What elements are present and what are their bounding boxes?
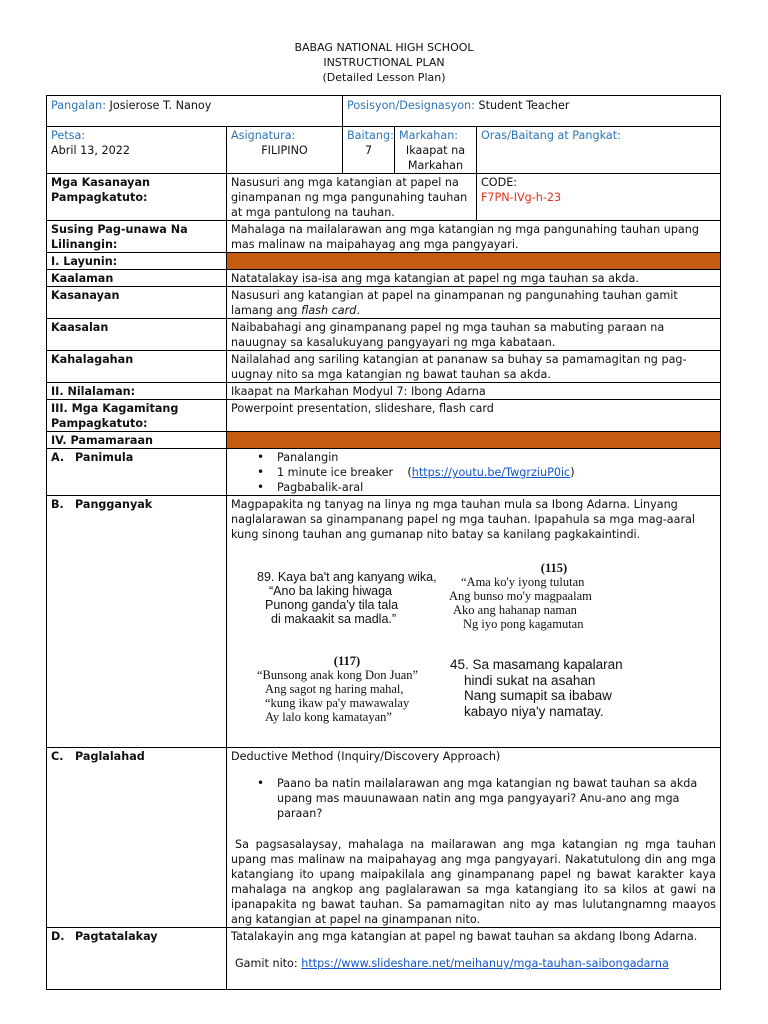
paglalahad-row [47,748,721,928]
pangganyak-letter: B. [51,498,64,511]
kaasalan-row [47,319,721,351]
list-item: • Paano ba natin mailalarawan ang mga katangian ng bawat tauhan sa akda upang mas mauunawaan natin ang mga pangyayari? Anu-ano ang mga paraan? [257,776,716,821]
verse-line: Ang bunso mo'y magpaalam [449,589,592,603]
subject-value: FILIPINO [261,144,308,157]
verse-line: Ay lalo kong kamatayan” [265,710,392,724]
objectives-bar [227,253,721,270]
kaalaman-row [47,270,721,287]
pangganyak-row [47,496,721,748]
position-value: Student Teacher [478,99,570,112]
verse-line: Nang sumapit sa ibabaw [464,688,612,703]
kasanayan-cell [227,287,721,319]
date-label: Petsa: [51,129,86,142]
competency-text: Nasusuri ang mga katangian at papel na ginampanan ng mga pangunahing tauhan at mga pantulong na tauhan. [227,174,477,221]
verse-line: “Ama ko'y iyong tulutan [461,575,585,589]
verse-line: “Ano ba laking hiwaga [269,584,392,598]
verse-line: 45. Sa masamang kapalaran [450,657,623,672]
list-item: • Pagbabalik-aral [257,480,716,495]
paglalahad-method: Deductive Method (Inquiry/Discovery Approach) [231,750,501,763]
name-value: Josierose T. Nanoy [109,99,212,112]
content-label: II. Nilalaman: [47,383,227,400]
panimula-letter: A. [51,451,65,464]
panimula-label: Panimula [75,451,134,464]
icebreaker-link[interactable]: https://youtu.be/TwgrziuP0ic [411,466,571,479]
kaasalan-label: Kaasalan [47,319,227,351]
objectives-header-row [47,253,721,270]
kahalagahan-text: Nailalahad ang sariling katangian at pananaw sa buhay sa pamamagitan ng pag-uugnay nito sa mga katangian ng bawat tauhan sa akda. [227,351,721,383]
kahalagahan-label: Kahalagahan [47,351,227,383]
pangganyak-label: Pangganyak [75,498,153,511]
competency-label: Mga Kasanayan Pampagkatuto: [47,174,227,221]
icebreaker-text: 1 minute ice breaker [277,466,394,479]
quarter-label: Markahan: [399,129,459,142]
verse-line: Ang sagot ng haring mahal, [265,682,404,696]
verse-89 [257,570,437,626]
paglalahad-list [231,776,716,821]
paglalahad-letter: C. [51,750,64,763]
subject-label: Asignatura: [231,129,296,142]
kasanayan-italic: flash card [301,304,357,317]
slideshare-link[interactable]: https://www.slideshare.net/meihanuy/mga-tauhan-saibongadarna [301,957,669,970]
kasanayan-text: Nasusuri ang katangian at papel na ginampanan ng pangunahing tauhan gamit lamang ang [231,289,678,317]
verse-line: Ako ang hahanap naman [453,603,577,617]
pagtatalakay-heading [47,928,227,990]
procedure-header-row [47,432,721,449]
verse-line: kabayo niya'y namatay. [464,703,604,719]
document-header [0,40,768,85]
verse-45 [450,657,623,719]
name-label: Pangalan: [51,99,106,112]
paglalahad-paragraph: Sa pagsasalaysay, mahalaga na mailarawan ang mga katangian ng mga tauhan upang mas malinaw na maipahayag ang mga pangyayari. Nakatutulong din ang mga katangiang ito upang maipakilala ang ginampanang papel ng bawat karakter kaya mahalaga na angkop ang paglalarawan sa mga katangiang ito sa kilos at gawi na ipanapakita ng bawat tauhan. Sa pamamagitan nito ay mas lulutangnamng maayos ang katangian at papel na ginampanan nito. [231,838,716,926]
kaasalan-text: Naibabahagi ang ginampanang papel ng mga tauhan sa mabuting paraan na nauugnay sa kasalukuyang pangyayari ng mga kabataan. [227,319,721,351]
materials-row [47,400,721,432]
verse-line: “Bunsong anak kong Don Juan” [257,668,419,682]
kasanayan-label: Kasanayan [47,287,227,319]
kasanayan-end: . [356,304,360,317]
pagtatalakay-cell [227,928,721,990]
code-value: F7PN-IVg-h-23 [481,191,562,204]
materials-text: Powerpoint presentation, slideshare, flash card [227,400,721,432]
verse-line: di makaakit sa madla.” [271,612,397,626]
verse-line: “kung ikaw pa'y mawawalay [265,696,410,710]
list-item: • Panalangin [257,450,716,465]
verse-115 [449,561,659,631]
verse-line: 89. Kaya ba't ang kanyang wika, [257,570,437,584]
date-row [47,127,721,174]
paglalahad-heading [47,748,227,928]
procedure-bar [227,432,721,449]
grade-label: Baitang: [347,129,394,142]
code-label: CODE: [481,176,518,189]
pangganyak-text: Magpapakita ng tanyag na linya ng mga tauhan mula sa Ibong Adarna. Linyang naglalarawan sa ginampanang papel ng mga tauhan. Ipapahula sa mga mag-aaral kung sinong tauhan ang gumanap nito batay sa kanilang pagkakaintindi. [231,498,696,541]
pagtatalakay-link-line [231,956,716,971]
list-item: • 1 minute ice breaker (https://youtu.be/TwgrziuP0ic) [257,465,716,480]
link-label: Gamit nito: [235,957,298,970]
name-row [47,96,721,127]
pangganyak-cell [227,496,721,748]
date-value: Abril 13, 2022 [51,144,130,157]
grade-value: 7 [364,144,373,157]
pagtatalakay-text: Tatalakayin ang mga katangian at papel ng bawat tauhan sa akdang Ibong Adarna. [231,930,698,943]
position-label: Posisyon/Designasyon: [347,99,475,112]
paglalahad-label: Paglalahad [75,750,145,763]
plan-type: (Detailed Lesson Plan) [322,71,446,84]
time-label: Oras/Baitang at Pangkat: [481,129,621,142]
understanding-label: Susing Pag-unawa Na Lilinangin: [47,221,227,253]
kaalaman-label: Kaalaman [47,270,227,287]
panimula-cell [227,449,721,496]
school-name: BABAG NATIONAL HIGH SCHOOL [294,41,474,54]
verse-line: Punong ganda'y tila tala [265,598,399,612]
kasanayan-row [47,287,721,319]
objectives-label: I. Layunin: [47,253,227,270]
pagtatalakay-label: Pagtatalakay [75,930,158,943]
verse-line: hindi sukat na asahan [464,672,596,688]
pagtatalakay-row [47,928,721,990]
pagtatalakay-letter: D. [51,930,65,943]
understanding-row [47,221,721,253]
plan-title: INSTRUCTIONAL PLAN [323,56,445,69]
content-text: Ikaapat na Markahan Modyul 7: Ibong Adarna [227,383,721,400]
paglalahad-cell [227,748,721,928]
panimula-heading [47,449,227,496]
competency-row [47,174,721,221]
lesson-plan-table [46,95,721,990]
verse-117 [257,654,437,724]
verse-line: Ng iyo pong kagamutan [463,617,584,631]
panimula-row [47,449,721,496]
pangganyak-heading [47,496,227,748]
content-row [47,383,721,400]
panimula-list [231,450,716,495]
kaalaman-text: Natatalakay isa-isa ang mga katangian at papel ng mga tauhan sa akda. [227,270,721,287]
kahalagahan-row [47,351,721,383]
quarter-value: Ikaapat na Markahan [405,144,466,172]
verse-images [231,542,716,742]
verse-heading: (117) [333,654,361,668]
understanding-text: Mahalaga na mailalarawan ang mga katangian ng mga pangunahing tauhan upang mas malinaw na maipahayag ang mga pangyayari. [227,221,721,253]
verse-heading: (115) [540,561,568,575]
procedure-label: IV. Pamamaraan [47,432,227,449]
materials-label: III. Mga Kagamitang Pampagkatuto: [47,400,227,432]
